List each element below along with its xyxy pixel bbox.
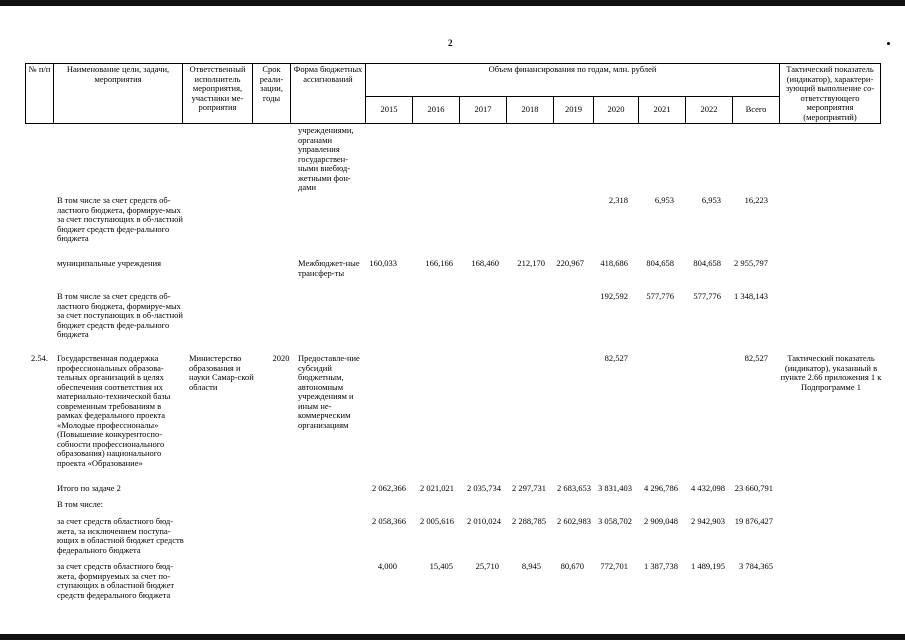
header-year: 2016 xyxy=(413,97,460,124)
row-value-2019: 220,967 xyxy=(556,258,584,268)
row-value-2020: 3 831,403 xyxy=(598,483,632,493)
row-value-2018: 212,170 xyxy=(517,258,545,268)
row-name: В том числе: xyxy=(57,499,103,509)
row-value-total: 3 784,365 xyxy=(739,561,773,571)
header-year: 2021 xyxy=(639,97,686,124)
row-value-total: 23 660,791 xyxy=(734,483,773,493)
row-value-2021: 1 387,738 xyxy=(644,561,678,571)
row-value-2022: 6,953 xyxy=(701,195,721,205)
row-value-2016: 2 021,021 xyxy=(420,483,454,493)
row-value-2017: 2 010,024 xyxy=(467,516,501,526)
row-value-2015: 2 058,366 xyxy=(372,516,406,526)
row-name: за счет средств областного бюд-жета, формируемых за счет по-ступающих в областной бюджет средств федерального бюджета xyxy=(57,561,175,600)
row-number: 2.54. xyxy=(31,353,48,363)
header-indicator: Тактический показатель (индикатор), характери-зующий выполнение со-ответствующего мероприятия (мероприятий) xyxy=(780,64,881,124)
row-value-2020: 2,318 xyxy=(608,195,628,205)
header-year-total: Всего xyxy=(733,97,780,124)
header-year: 2019 xyxy=(554,97,594,124)
row-value-2020: 418,686 xyxy=(600,258,628,268)
row-value-total: 19 876,427 xyxy=(734,516,773,526)
row-value-2018: 2 288,785 xyxy=(512,516,546,526)
row-value-2019: 2 683,653 xyxy=(557,483,591,493)
row-form: учреждениями, органами управления государствен-ными внебюд-жетными фон-дами xyxy=(298,125,354,192)
row-value-2022: 577,776 xyxy=(693,291,721,301)
row-name: за счет средств областного бюд-жета, за исключением поступа-ющих в областной бюджет средств федерального бюджета xyxy=(57,516,184,555)
row-value-total: 16,223 xyxy=(744,195,768,205)
row-value-2020: 772,701 xyxy=(600,561,628,571)
row-value-2016: 2 005,616 xyxy=(420,516,454,526)
row-name: В том числе за счет средств об-ластного бюджета, формируе-мых за счет поступающих в об-ластной бюджет средств феде-рального бюджета xyxy=(57,291,183,339)
row-responsible: Министерство образования и науки Самар-ской области xyxy=(189,353,254,392)
row-value-2015: 2 062,366 xyxy=(372,483,406,493)
row-form: Предоставле-ние субсидий бюджетным, автономным учреждениям и иным не-коммерческим организациям xyxy=(298,353,360,430)
row-name: В том числе за счет средств об-ластного бюджета, формируе-мых за счет поступающих в об-ластной бюджет средств феде-рального бюджета xyxy=(57,195,183,243)
row-name: Итого по задаче 2 xyxy=(57,483,121,493)
row-value-2020: 192,592 xyxy=(600,291,628,301)
header-volume: Объем финансирования по годам, млн. рублей xyxy=(366,64,780,97)
scan-speck xyxy=(887,42,890,45)
header-year: 2017 xyxy=(460,97,507,124)
row-value-total: 82,527 xyxy=(744,353,768,363)
header-name: Наименование цели, задачи, мероприятия xyxy=(54,64,183,124)
row-value-2021: 6,953 xyxy=(654,195,674,205)
row-value-2022: 1 489,195 xyxy=(691,561,725,571)
row-form: Межбюджет-ные трансфер-ты xyxy=(298,258,360,278)
table-header xyxy=(25,63,881,124)
row-value-2019: 2 602,983 xyxy=(557,516,591,526)
header-num: № п/п xyxy=(26,64,54,124)
row-value-2019: 80,670 xyxy=(560,561,584,571)
header-year: 2020 xyxy=(594,97,639,124)
header-term: Срок реали-зации, годы xyxy=(253,64,291,124)
row-value-2022: 2 942,903 xyxy=(691,516,725,526)
row-name: муниципальные учреждения xyxy=(57,258,162,268)
header-form: Форма бюджетных ассигнований xyxy=(291,64,366,124)
row-value-2022: 804,658 xyxy=(693,258,721,268)
row-value-total: 1 348,143 xyxy=(734,291,768,301)
row-value-2017: 25,710 xyxy=(475,561,499,571)
row-value-2017: 2 035,734 xyxy=(467,483,501,493)
row-value-2015: 160,033 xyxy=(369,258,397,268)
row-indicator: Тактический показатель (индикатор), указанный в пункте 2.66 приложения 1 к Подпрограмме 1 xyxy=(780,353,882,392)
row-value-2021: 2 909,048 xyxy=(644,516,678,526)
row-value-2018: 2 297,731 xyxy=(512,483,546,493)
bottom-scan-border xyxy=(0,634,905,640)
row-value-2018: 8,945 xyxy=(521,561,541,571)
row-value-2016: 15,405 xyxy=(429,561,453,571)
row-value-2020: 82,527 xyxy=(604,353,628,363)
row-value-2021: 804,658 xyxy=(646,258,674,268)
row-value-total: 2 955,797 xyxy=(734,258,768,268)
header-year: 2018 xyxy=(507,97,554,124)
page-number: 2 xyxy=(448,38,453,48)
row-value-2021: 577,776 xyxy=(646,291,674,301)
header-responsible: Ответственный исполнитель мероприятия, участники ме-роприятия xyxy=(183,64,253,124)
row-value-2017: 168,460 xyxy=(471,258,499,268)
row-value-2021: 4 296,786 xyxy=(644,483,678,493)
row-value-2016: 166,166 xyxy=(425,258,453,268)
row-name: Государственная поддержка профессиональных образова-тельных организаций в целях обеспечения соответствия их материально-технической базы современным требованиям в рамках федерального проекта «Молодые профессионалы» (Повышение конкурентоспо-собности профессионального образования) национального проекта «Образование» xyxy=(57,353,171,468)
top-scan-border xyxy=(0,0,905,6)
row-value-2015: 4,000 xyxy=(377,561,397,571)
row-value-2022: 4 432,098 xyxy=(691,483,725,493)
header-year: 2022 xyxy=(686,97,733,124)
row-term: 2020 xyxy=(272,353,290,363)
row-value-2020: 3 058,702 xyxy=(598,516,632,526)
header-year: 2015 xyxy=(366,97,413,124)
